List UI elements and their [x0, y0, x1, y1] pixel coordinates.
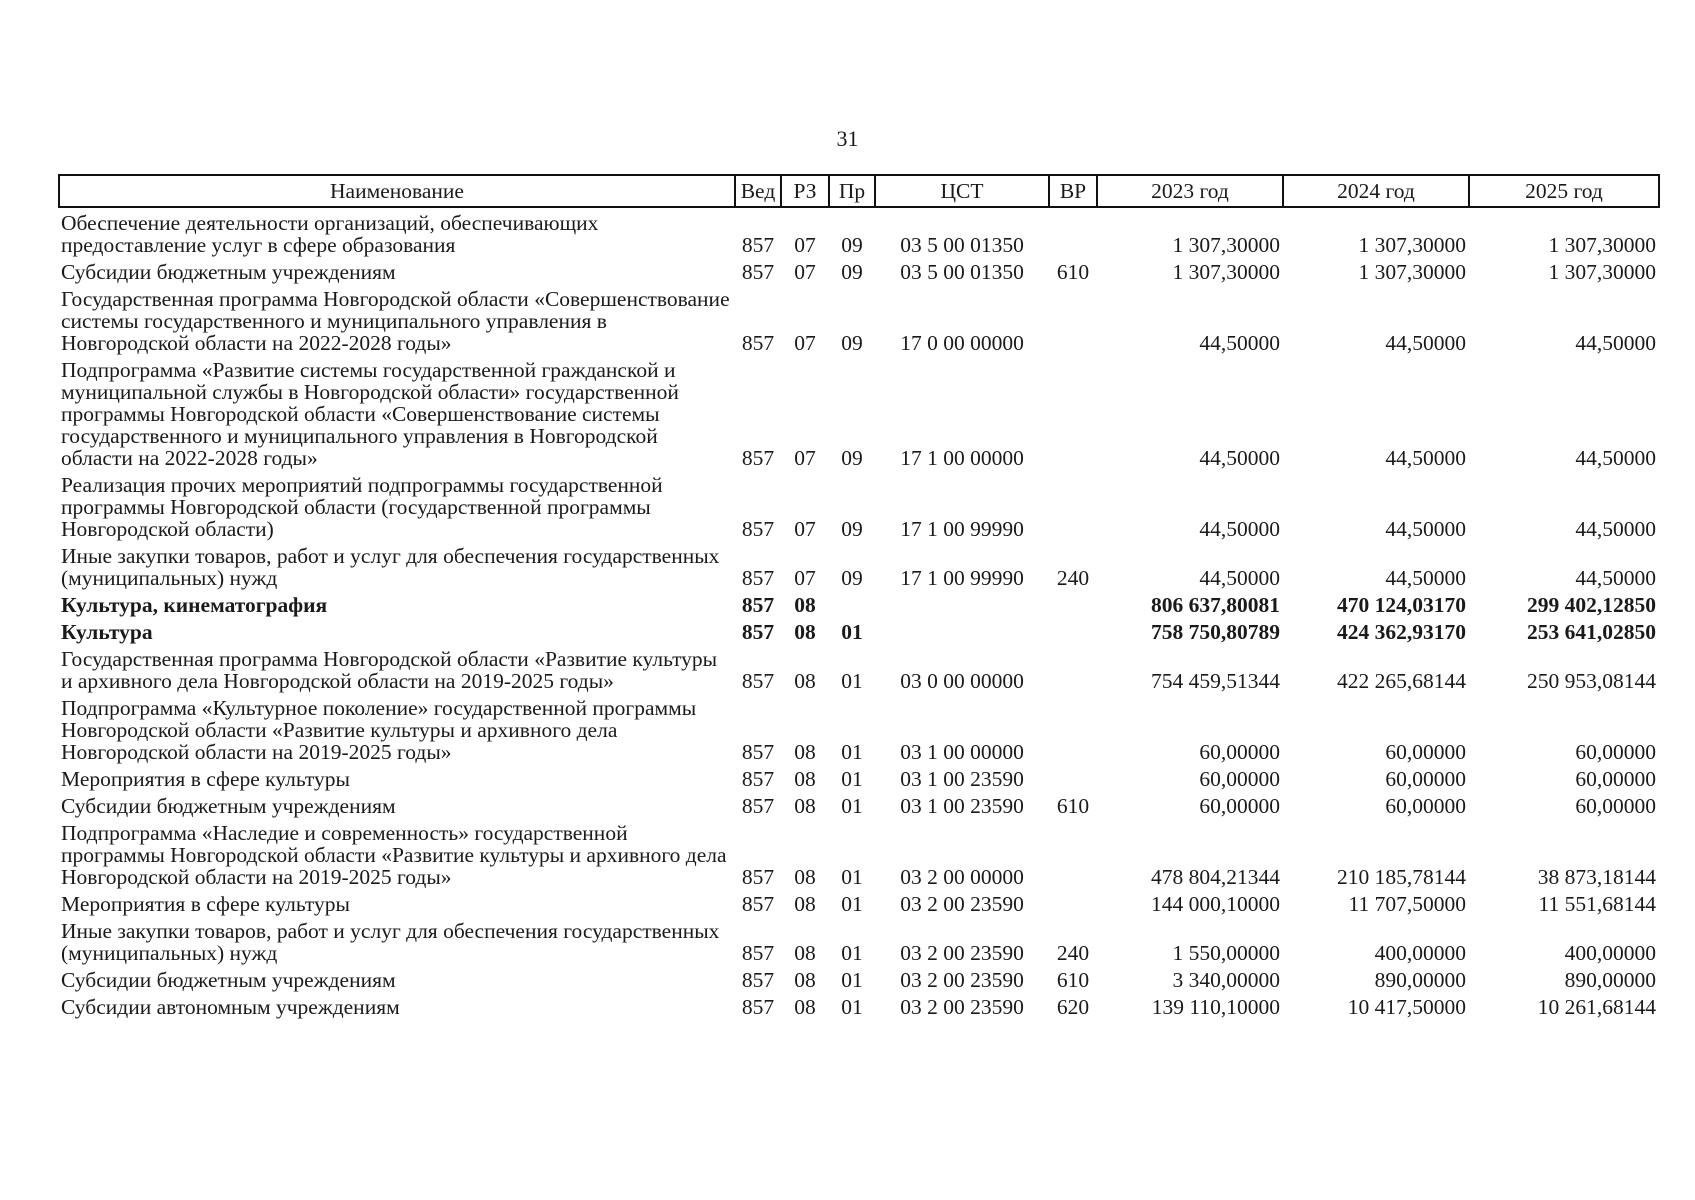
cell-2025: 10 261,68144 — [1537, 995, 1656, 1019]
cell-vr — [1049, 648, 1097, 697]
cell-name: Подпрограмма «Культурное поколение» государственной программы Новгородской области «Развитие культуры и архивного дела Новгородской области на 2019-2025 годы» — [61, 696, 697, 764]
cell-name: Обеспечение деятельности организаций, обеспечивающих предоставление услуг в сфере образования — [61, 211, 599, 257]
cell-2024: 470 124,03170 — [1337, 593, 1466, 617]
cell-rz: 07 — [794, 260, 816, 284]
table-row — [59, 969, 1659, 996]
cell-2025: 60,00000 — [1575, 740, 1656, 764]
cell-ved: 857 — [741, 260, 775, 284]
cell-vr — [1049, 822, 1097, 893]
table-row — [59, 474, 1659, 545]
cell-ved: 857 — [741, 865, 775, 889]
cell-name: Подпрограмма «Развитие системы государственной гражданской и муниципальной службы в Новгородской области» государственной программы Новгородской области «Совершенствование системы государственного и муниципального управления в Новгородской области на 2022-2028 годы» — [61, 358, 679, 470]
cell-rz: 07 — [794, 233, 816, 257]
cell-cst: 03 2 00 23590 — [900, 968, 1024, 992]
cell-2025: 253 641,02850 — [1527, 620, 1656, 644]
cell-2023: 144 000,10000 — [1151, 892, 1280, 916]
cell-2025: 400,00000 — [1564, 941, 1656, 965]
header-row — [59, 175, 1659, 207]
cell-2023: 44,50000 — [1199, 566, 1280, 590]
cell-vr — [1049, 621, 1097, 648]
cell-cst: 03 1 00 23590 — [900, 767, 1024, 791]
cell-vr — [1049, 207, 1097, 261]
cell-vr: 610 — [1056, 968, 1090, 992]
cell-name: Подпрограмма «Наследие и современность» государственной программы Новгородской области «Развитие культуры и архивного дела Новгородской области на 2019-2025 годы» — [61, 821, 727, 889]
cell-vr: 240 — [1056, 941, 1090, 965]
cell-cst: 17 1 00 00000 — [900, 446, 1024, 470]
cell-cst: 03 2 00 23590 — [900, 892, 1024, 916]
cell-cst: 03 5 00 01350 — [900, 260, 1024, 284]
cell-rz: 08 — [794, 669, 816, 693]
cell-vr — [1049, 288, 1097, 359]
cell-pr: 01 — [841, 865, 863, 889]
cell-name: Мероприятия в сфере культуры — [61, 767, 350, 791]
cell-2023: 139 110,10000 — [1151, 995, 1280, 1019]
header-2025: 2025 год — [1469, 175, 1659, 207]
cell-vr: 610 — [1056, 794, 1090, 818]
cell-ved: 857 — [741, 669, 775, 693]
cell-vr: 620 — [1056, 995, 1090, 1019]
cell-rz: 08 — [794, 593, 816, 617]
cell-ved: 857 — [741, 968, 775, 992]
cell-rz: 08 — [794, 740, 816, 764]
cell-ved: 857 — [741, 941, 775, 965]
cell-cst — [875, 621, 1049, 648]
cell-rz: 08 — [794, 995, 816, 1019]
cell-pr: 09 — [841, 260, 863, 284]
cell-2024: 10 417,50000 — [1347, 995, 1466, 1019]
cell-cst: 03 2 00 23590 — [900, 995, 1024, 1019]
cell-ved: 857 — [741, 517, 775, 541]
cell-cst: 03 1 00 00000 — [900, 740, 1024, 764]
cell-ved: 857 — [741, 995, 775, 1019]
cell-2025: 44,50000 — [1575, 517, 1656, 541]
cell-pr: 01 — [841, 740, 863, 764]
header-pr: Пр — [829, 175, 875, 207]
cell-vr — [1049, 594, 1097, 621]
cell-2024: 422 265,68144 — [1337, 669, 1466, 693]
cell-rz: 08 — [794, 968, 816, 992]
cell-rz: 07 — [794, 566, 816, 590]
table-header — [59, 175, 1659, 207]
cell-name: Культура — [61, 620, 153, 644]
cell-cst: 03 2 00 23590 — [900, 941, 1024, 965]
cell-2024: 400,00000 — [1374, 941, 1466, 965]
cell-name: Культура, кинематография — [61, 593, 328, 617]
cell-cst: 03 1 00 23590 — [900, 794, 1024, 818]
table-row — [59, 545, 1659, 594]
cell-pr: 01 — [841, 767, 863, 791]
cell-2023: 44,50000 — [1199, 331, 1280, 355]
cell-2025: 38 873,18144 — [1537, 865, 1656, 889]
cell-vr: 610 — [1056, 260, 1090, 284]
table-row — [59, 359, 1659, 474]
cell-2023: 60,00000 — [1199, 740, 1280, 764]
cell-2023: 60,00000 — [1199, 767, 1280, 791]
cell-ved: 857 — [741, 233, 775, 257]
cell-pr: 09 — [841, 517, 863, 541]
cell-pr: 01 — [841, 892, 863, 916]
cell-2024: 60,00000 — [1385, 794, 1466, 818]
cell-name: Субсидии бюджетным учреждениям — [61, 794, 396, 818]
cell-2024: 60,00000 — [1385, 740, 1466, 764]
cell-2023: 1 307,30000 — [1172, 233, 1280, 257]
cell-name: Реализация прочих мероприятий подпрограммы государственной программы Новгородской области (государственной программы Новгородской области) — [61, 473, 663, 541]
cell-name: Государственная программа Новгородской области «Совершенствование системы государственного и муниципального управления в Новгородской области на 2022-2028 годы» — [61, 287, 730, 355]
cell-2023: 758 750,80789 — [1151, 620, 1280, 644]
header-2023: 2023 год — [1097, 175, 1283, 207]
table-row — [59, 261, 1659, 288]
cell-2024: 44,50000 — [1385, 446, 1466, 470]
cell-ved: 857 — [741, 331, 775, 355]
cell-name: Государственная программа Новгородской области «Развитие культуры и архивного дела Новгородской области на 2019-2025 годы» — [61, 647, 718, 693]
cell-name: Иные закупки товаров, работ и услуг для обеспечения государственных (муниципальных) нужд — [61, 544, 720, 590]
table-row — [59, 996, 1659, 1023]
cell-pr: 01 — [841, 669, 863, 693]
cell-vr: 240 — [1056, 566, 1090, 590]
cell-cst: 17 1 00 99990 — [900, 517, 1024, 541]
cell-cst: 03 2 00 00000 — [900, 865, 1024, 889]
cell-2024: 44,50000 — [1385, 517, 1466, 541]
cell-2025: 299 402,12850 — [1527, 593, 1656, 617]
cell-rz: 08 — [794, 865, 816, 889]
header-ved: Вед — [735, 175, 781, 207]
cell-2024: 44,50000 — [1385, 566, 1466, 590]
table-row — [59, 768, 1659, 795]
cell-rz: 08 — [794, 794, 816, 818]
cell-2024: 210 185,78144 — [1337, 865, 1466, 889]
cell-2023: 60,00000 — [1199, 794, 1280, 818]
cell-ved: 857 — [741, 593, 775, 617]
cell-cst — [875, 594, 1049, 621]
cell-rz: 08 — [794, 941, 816, 965]
cell-2023: 478 804,21344 — [1151, 865, 1280, 889]
cell-pr: 01 — [841, 620, 863, 644]
budget-table — [58, 174, 1660, 1023]
cell-2024: 890,00000 — [1374, 968, 1466, 992]
page-number: 31 — [836, 126, 859, 151]
cell-2025: 44,50000 — [1575, 446, 1656, 470]
table-row — [59, 795, 1659, 822]
cell-ved: 857 — [741, 794, 775, 818]
cell-2023: 806 637,80081 — [1151, 593, 1280, 617]
table-row — [59, 621, 1659, 648]
table-row — [59, 893, 1659, 920]
cell-2023: 1 550,00000 — [1172, 941, 1280, 965]
cell-pr: 01 — [841, 794, 863, 818]
cell-name: Мероприятия в сфере культуры — [61, 892, 350, 916]
cell-2023: 44,50000 — [1199, 517, 1280, 541]
header-rz: РЗ — [781, 175, 829, 207]
cell-2024: 424 362,93170 — [1337, 620, 1466, 644]
table-row — [59, 920, 1659, 969]
cell-name: Субсидии автономным учреждениям — [61, 995, 400, 1019]
cell-vr — [1049, 359, 1097, 474]
cell-2025: 60,00000 — [1575, 767, 1656, 791]
cell-vr — [1049, 893, 1097, 920]
cell-pr: 09 — [841, 233, 863, 257]
cell-cst: 03 0 00 00000 — [900, 669, 1024, 693]
cell-2025: 1 307,30000 — [1548, 233, 1656, 257]
cell-pr: 09 — [841, 331, 863, 355]
cell-vr — [1049, 768, 1097, 795]
cell-ved: 857 — [741, 620, 775, 644]
cell-name: Субсидии бюджетным учреждениям — [61, 968, 396, 992]
cell-pr: 01 — [841, 941, 863, 965]
cell-2025: 250 953,08144 — [1527, 669, 1656, 693]
cell-cst: 17 1 00 99990 — [900, 566, 1024, 590]
cell-ved: 857 — [741, 566, 775, 590]
cell-pr: 01 — [841, 968, 863, 992]
cell-2025: 60,00000 — [1575, 794, 1656, 818]
header-name: Наименование — [59, 175, 735, 207]
header-cst: ЦСТ — [875, 175, 1049, 207]
cell-rz: 07 — [794, 331, 816, 355]
cell-2023: 44,50000 — [1199, 446, 1280, 470]
cell-vr — [1049, 697, 1097, 768]
cell-ved: 857 — [741, 740, 775, 764]
cell-2025: 44,50000 — [1575, 566, 1656, 590]
cell-2023: 1 307,30000 — [1172, 260, 1280, 284]
cell-ved: 857 — [741, 446, 775, 470]
cell-cst: 17 0 00 00000 — [900, 331, 1024, 355]
table-row — [59, 594, 1659, 621]
cell-2024: 44,50000 — [1385, 331, 1466, 355]
cell-2024: 1 307,30000 — [1358, 260, 1466, 284]
table-body — [59, 207, 1659, 1023]
table-row — [59, 288, 1659, 359]
cell-2025: 11 551,68144 — [1538, 892, 1656, 916]
header-2024: 2024 год — [1283, 175, 1469, 207]
table-row — [59, 648, 1659, 697]
cell-ved: 857 — [741, 892, 775, 916]
cell-2024: 11 707,50000 — [1348, 892, 1466, 916]
cell-name: Субсидии бюджетным учреждениям — [61, 260, 396, 284]
table-row — [59, 697, 1659, 768]
cell-pr: 01 — [841, 995, 863, 1019]
cell-rz: 08 — [794, 767, 816, 791]
table-row — [59, 207, 1659, 261]
cell-pr: 09 — [841, 446, 863, 470]
cell-name: Иные закупки товаров, работ и услуг для обеспечения государственных (муниципальных) нужд — [61, 919, 720, 965]
cell-2024: 1 307,30000 — [1358, 233, 1466, 257]
cell-pr — [829, 594, 875, 621]
cell-2025: 890,00000 — [1564, 968, 1656, 992]
cell-2025: 1 307,30000 — [1548, 260, 1656, 284]
cell-rz: 07 — [794, 446, 816, 470]
cell-2024: 60,00000 — [1385, 767, 1466, 791]
cell-pr: 09 — [841, 566, 863, 590]
cell-rz: 08 — [794, 620, 816, 644]
cell-ved: 857 — [741, 767, 775, 791]
cell-2023: 3 340,00000 — [1172, 968, 1280, 992]
cell-rz: 07 — [794, 517, 816, 541]
cell-rz: 08 — [794, 892, 816, 916]
table-row — [59, 822, 1659, 893]
header-vr: ВР — [1049, 175, 1097, 207]
cell-cst: 03 5 00 01350 — [900, 233, 1024, 257]
cell-2025: 44,50000 — [1575, 331, 1656, 355]
cell-2023: 754 459,51344 — [1151, 669, 1280, 693]
cell-vr — [1049, 474, 1097, 545]
